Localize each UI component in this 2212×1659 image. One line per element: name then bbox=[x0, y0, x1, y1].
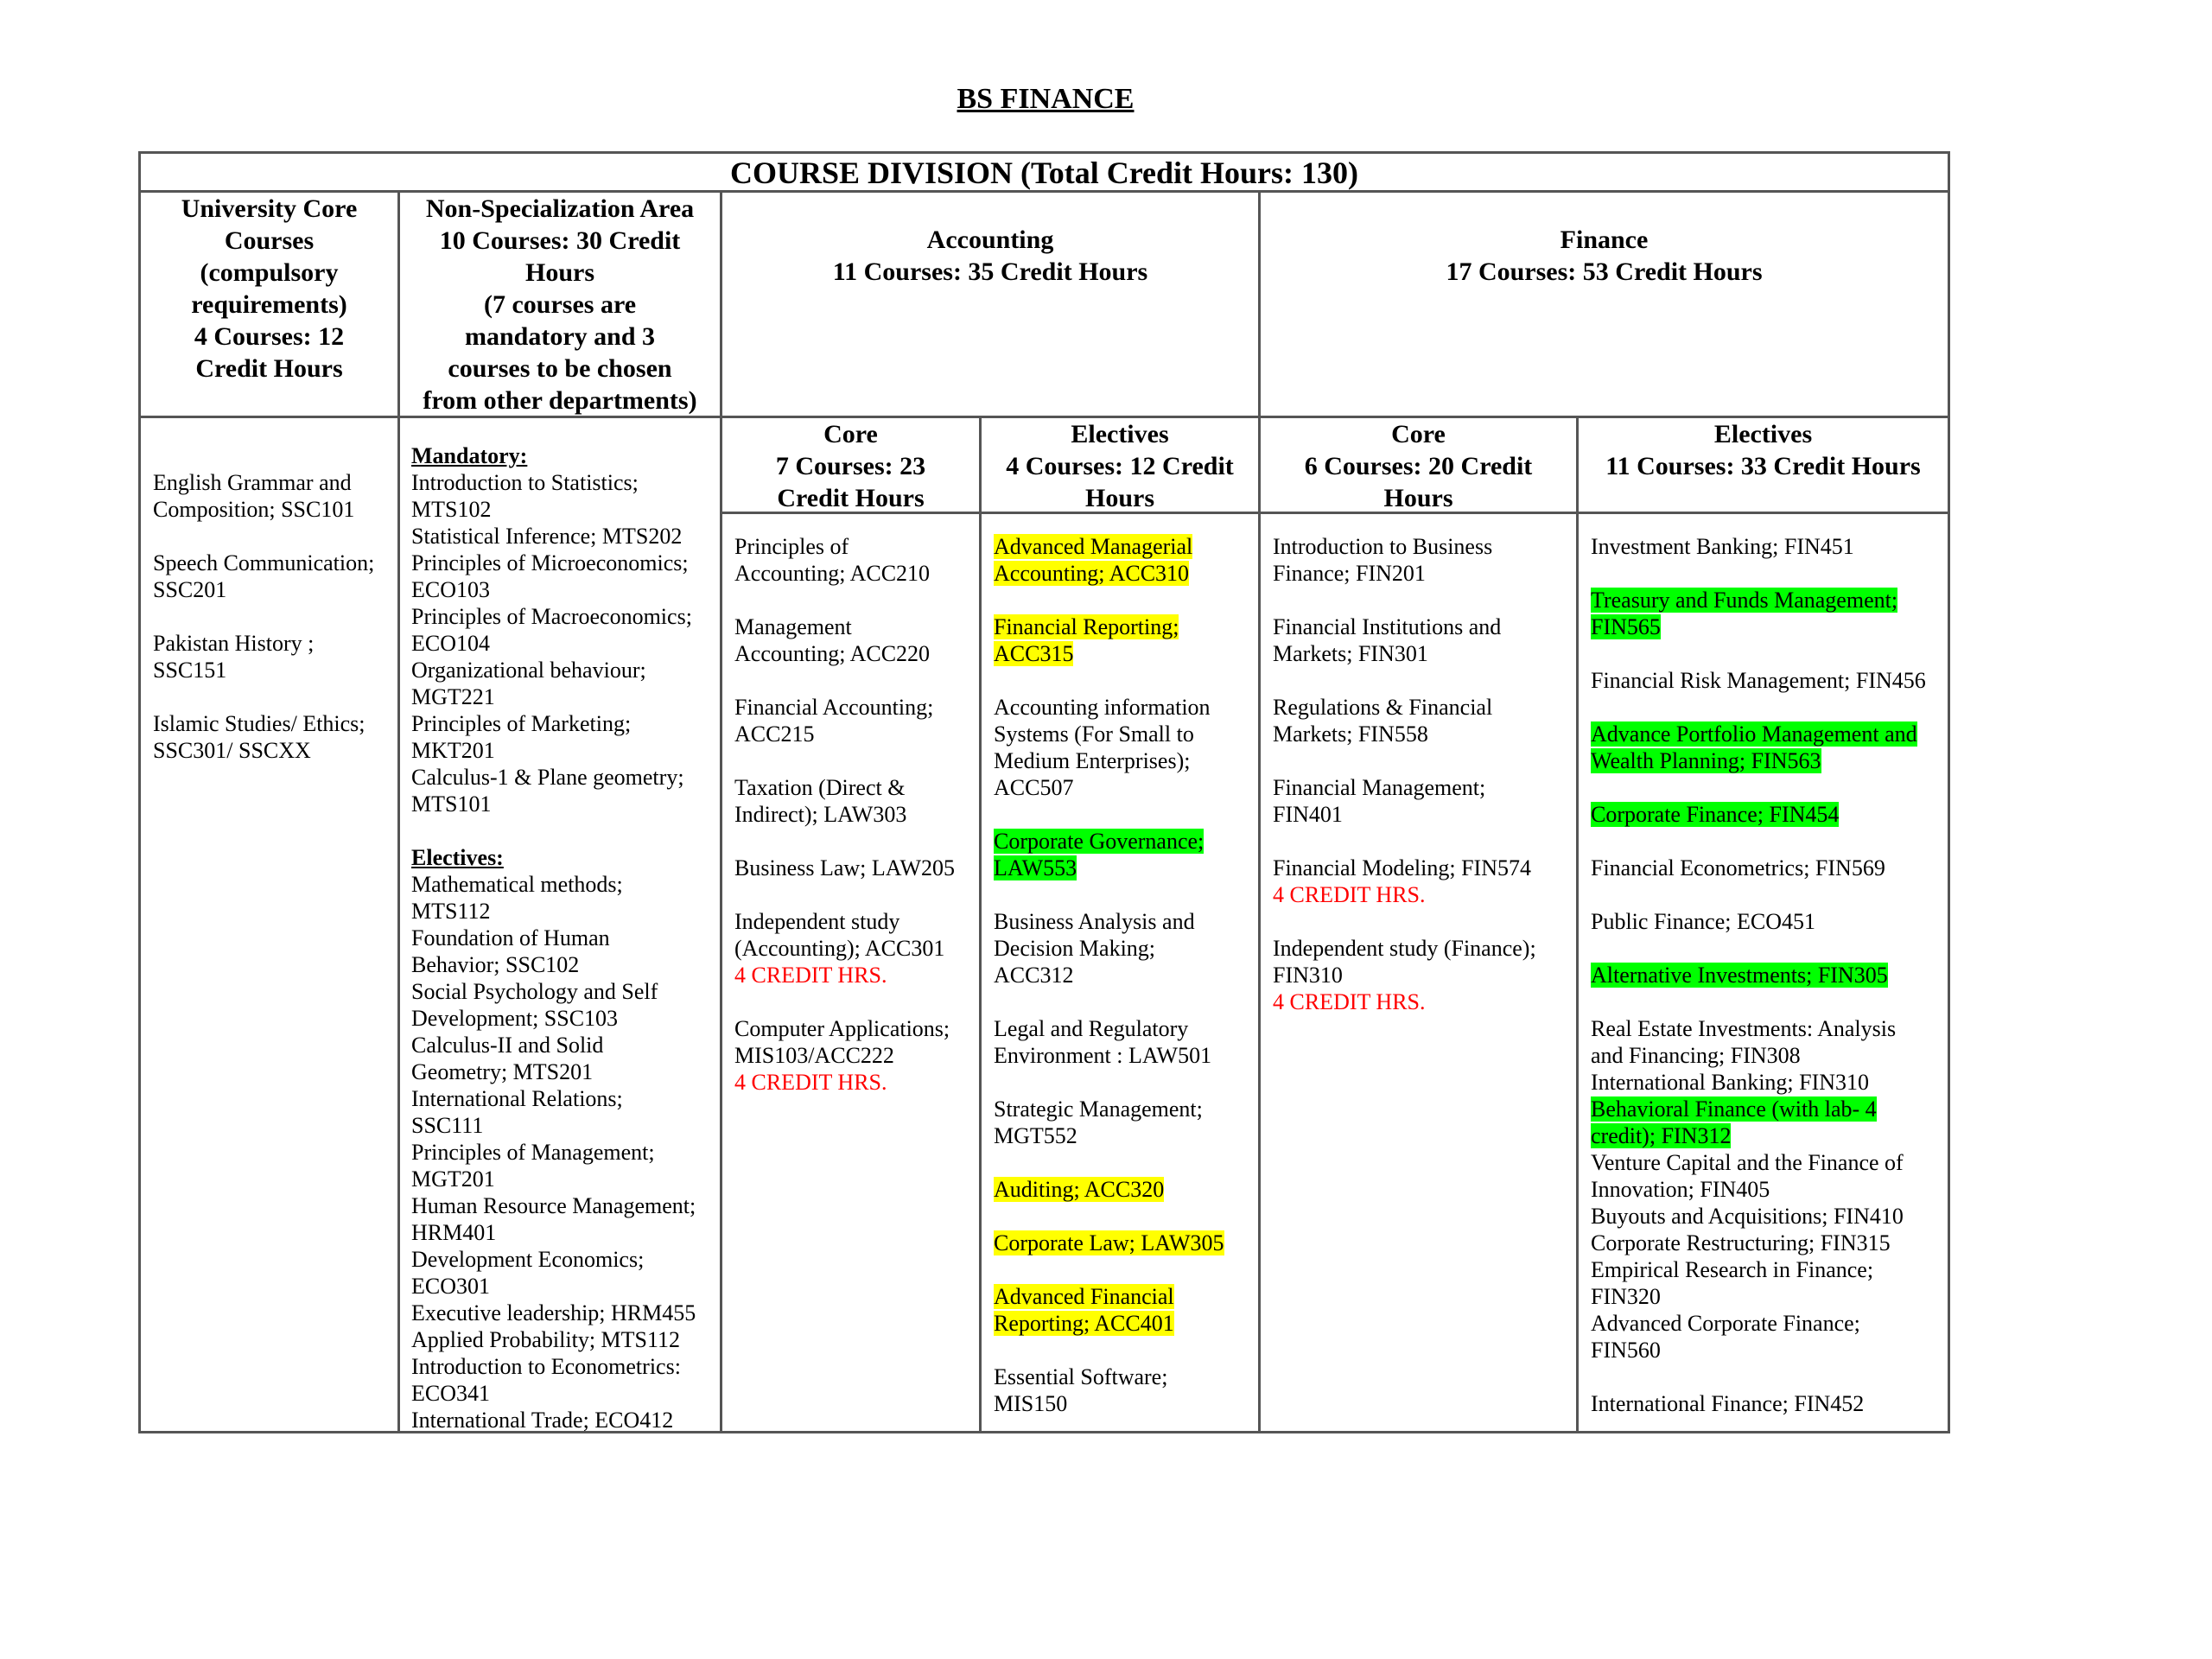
list-item: MTS101 bbox=[411, 791, 492, 817]
list-item: Environment : LAW501 bbox=[994, 1043, 1212, 1068]
list-item: Introduction to Business bbox=[1273, 534, 1493, 559]
list-item: Corporate Finance; FIN454 bbox=[1591, 802, 1840, 827]
list-item: SSC151 bbox=[153, 658, 227, 683]
list-item: FIN310 bbox=[1273, 963, 1343, 988]
list-item: Medium Enterprises); bbox=[994, 748, 1191, 773]
university-core-header: University Core Courses (compulsory requirements) 4 Courses: 12 Credit Hours bbox=[181, 194, 358, 383]
list-item: MTS102 bbox=[411, 497, 492, 522]
accounting-core-list bbox=[734, 533, 976, 1096]
list-item: Geometry; MTS201 bbox=[411, 1059, 594, 1084]
list-item: Regulations & Financial bbox=[1273, 695, 1493, 720]
list-item: FIN560 bbox=[1591, 1338, 1661, 1363]
credit-note: 4 CREDIT HRS. bbox=[734, 1070, 887, 1095]
list-item: Financial Management; bbox=[1273, 775, 1486, 800]
accounting-electives-list bbox=[994, 533, 1253, 1417]
list-item: ECO341 bbox=[411, 1381, 490, 1406]
list-item: ACC507 bbox=[994, 775, 1074, 800]
list-item: ECO103 bbox=[411, 577, 490, 602]
list-item: Markets; FIN301 bbox=[1273, 641, 1428, 666]
credit-note: 4 CREDIT HRS. bbox=[1273, 989, 1426, 1014]
list-item: Composition; SSC101 bbox=[153, 497, 355, 522]
list-item: Principles of Marketing; bbox=[411, 711, 632, 736]
list-item: Management bbox=[734, 614, 852, 639]
list-item: Principles of Management; bbox=[411, 1140, 655, 1165]
list-item: MGT221 bbox=[411, 684, 495, 709]
mandatory-label: Mandatory: bbox=[411, 443, 528, 468]
list-item: ACC312 bbox=[994, 963, 1074, 988]
list-item: Markets; FIN558 bbox=[1273, 721, 1428, 747]
list-item: Innovation; FIN405 bbox=[1591, 1177, 1770, 1202]
list-item: ACC215 bbox=[734, 721, 815, 747]
list-item: Financial Modeling; FIN574 bbox=[1273, 855, 1531, 880]
list-item: and Financing; FIN308 bbox=[1591, 1043, 1801, 1068]
list-item: Advanced Corporate Finance; bbox=[1591, 1311, 1860, 1336]
divider bbox=[1258, 190, 1261, 1431]
list-item: Wealth Planning; FIN563 bbox=[1591, 748, 1821, 773]
list-item: Advanced Financial bbox=[994, 1284, 1174, 1309]
list-item: MGT552 bbox=[994, 1123, 1077, 1148]
list-item: Applied Probability; MTS112 bbox=[411, 1327, 681, 1352]
list-item: Corporate Governance; bbox=[994, 829, 1205, 854]
list-item: Statistical Inference; MTS202 bbox=[411, 524, 683, 549]
list-item: Introduction to Statistics; bbox=[411, 470, 639, 495]
university-core-list bbox=[153, 469, 395, 764]
list-item: MKT201 bbox=[411, 738, 495, 763]
list-item: International Banking; FIN310 bbox=[1591, 1070, 1870, 1095]
list-item: (Accounting); ACC301 bbox=[734, 936, 945, 961]
list-item: Indirect); LAW303 bbox=[734, 802, 907, 827]
table-caption: COURSE DIVISION (Total Credit Hours: 130) bbox=[729, 156, 1359, 190]
list-item: International Finance; FIN452 bbox=[1591, 1391, 1865, 1416]
list-item: Financial Accounting; bbox=[734, 695, 934, 720]
list-item: credit); FIN312 bbox=[1591, 1123, 1732, 1148]
list-item: Empirical Research in Finance; bbox=[1591, 1257, 1874, 1282]
list-item: Advanced Managerial bbox=[994, 534, 1193, 559]
list-item: Real Estate Investments: Analysis bbox=[1591, 1016, 1897, 1041]
list-item: Executive leadership; HRM455 bbox=[411, 1300, 696, 1325]
finance-core-header: Core 6 Courses: 20 Credit Hours bbox=[1304, 420, 1533, 512]
divider bbox=[1576, 416, 1579, 1431]
list-item: Accounting; ACC210 bbox=[734, 561, 931, 586]
non-specialization-header: Non-Specialization Area 10 Courses: 30 Credit Hours (7 courses are mandatory and 3 courses to be chosen from other departments) bbox=[423, 194, 697, 415]
list-item: Alternative Investments; FIN305 bbox=[1591, 963, 1888, 988]
list-item: Buyouts and Acquisitions; FIN410 bbox=[1591, 1204, 1904, 1229]
list-item: Systems (For Small to bbox=[994, 721, 1194, 747]
document-title: BS FINANCE bbox=[957, 83, 1135, 115]
list-item: Business Law; LAW205 bbox=[734, 855, 955, 880]
list-item: Corporate Law; LAW305 bbox=[994, 1230, 1224, 1255]
list-item: SSC111 bbox=[411, 1113, 484, 1138]
list-item: Principles of bbox=[734, 534, 849, 559]
list-item: Auditing; ACC320 bbox=[994, 1177, 1165, 1202]
list-item: MIS103/ACC222 bbox=[734, 1043, 894, 1068]
list-item: Treasury and Funds Management; bbox=[1591, 588, 1898, 613]
list-item: Calculus-II and Solid bbox=[411, 1033, 604, 1058]
list-item: Decision Making; bbox=[994, 936, 1156, 961]
list-item: Calculus-1 & Plane geometry; bbox=[411, 765, 684, 790]
list-item: SSC301/ SSCXX bbox=[153, 738, 311, 763]
list-item: Business Analysis and bbox=[994, 909, 1195, 934]
list-item: FIN320 bbox=[1591, 1284, 1661, 1309]
list-item: Independent study (Finance); bbox=[1273, 936, 1536, 961]
list-item: Organizational behaviour; bbox=[411, 658, 646, 683]
list-item: Venture Capital and the Finance of bbox=[1591, 1150, 1904, 1175]
list-item: Corporate Restructuring; FIN315 bbox=[1591, 1230, 1891, 1255]
list-item: Investment Banking; FIN451 bbox=[1591, 534, 1854, 559]
list-item: Islamic Studies/ Ethics; bbox=[153, 711, 365, 736]
list-item: Advance Portfolio Management and bbox=[1591, 721, 1917, 747]
list-item: International Relations; bbox=[411, 1086, 623, 1111]
list-item: FIN401 bbox=[1273, 802, 1343, 827]
list-item: ECO104 bbox=[411, 631, 490, 656]
divider bbox=[720, 190, 722, 1431]
list-item: Introduction to Econometrics: bbox=[411, 1354, 681, 1379]
list-item: Taxation (Direct & bbox=[734, 775, 906, 800]
list-item: Reporting; ACC401 bbox=[994, 1311, 1174, 1336]
list-item: Financial Institutions and bbox=[1273, 614, 1502, 639]
list-item: Essential Software; bbox=[994, 1364, 1168, 1389]
list-item: Strategic Management; bbox=[994, 1096, 1203, 1122]
list-item: ACC315 bbox=[994, 641, 1074, 666]
finance-header: Finance 17 Courses: 53 Credit Hours bbox=[1446, 226, 1763, 286]
accounting-header: Accounting 11 Courses: 35 Credit Hours bbox=[832, 226, 1148, 286]
list-item: LAW553 bbox=[994, 855, 1077, 880]
list-item: Accounting; ACC220 bbox=[734, 641, 931, 666]
list-item: Human Resource Management; bbox=[411, 1193, 696, 1218]
list-item: Financial Reporting; bbox=[994, 614, 1179, 639]
list-item: Development Economics; bbox=[411, 1247, 645, 1272]
electives-label: Electives: bbox=[411, 845, 504, 870]
list-item: Principles of Microeconomics; bbox=[411, 550, 689, 575]
list-item: Finance; FIN201 bbox=[1273, 561, 1426, 586]
list-item: Speech Communication; bbox=[153, 550, 375, 575]
list-item: Development; SSC103 bbox=[411, 1006, 619, 1031]
list-item: International Trade; ECO412 bbox=[411, 1408, 674, 1433]
accounting-core-header: Core 7 Courses: 23 Credit Hours bbox=[775, 420, 926, 512]
list-item: Behavior; SSC102 bbox=[411, 952, 580, 977]
list-item: Social Psychology and Self bbox=[411, 979, 658, 1004]
list-item: Financial Econometrics; FIN569 bbox=[1591, 855, 1885, 880]
divider bbox=[979, 416, 982, 1431]
list-item: Foundation of Human bbox=[411, 925, 610, 950]
finance-electives-header: Electives 11 Courses: 33 Credit Hours bbox=[1605, 420, 1921, 480]
list-item: SSC201 bbox=[153, 577, 227, 602]
list-item: HRM401 bbox=[411, 1220, 497, 1245]
list-item: FIN565 bbox=[1591, 614, 1661, 639]
list-item: Mathematical methods; bbox=[411, 872, 623, 897]
list-item: Principles of Macroeconomics; bbox=[411, 604, 692, 629]
list-item: MGT201 bbox=[411, 1166, 495, 1192]
list-item: Accounting information bbox=[994, 695, 1211, 720]
list-item: Behavioral Finance (with lab- 4 bbox=[1591, 1096, 1877, 1122]
course-division-table bbox=[138, 151, 1950, 1433]
list-item: Public Finance; ECO451 bbox=[1591, 909, 1815, 934]
list-item: MTS112 bbox=[411, 899, 491, 924]
list-item: Independent study bbox=[734, 909, 900, 934]
list-item: Financial Risk Management; FIN456 bbox=[1591, 668, 1926, 693]
non-specialization-list bbox=[411, 442, 718, 1433]
list-item: English Grammar and bbox=[153, 470, 352, 495]
list-item: Accounting; ACC310 bbox=[994, 561, 1190, 586]
list-item: ECO301 bbox=[411, 1274, 490, 1299]
credit-note: 4 CREDIT HRS. bbox=[1273, 882, 1426, 907]
finance-electives-list bbox=[1591, 533, 1945, 1417]
list-item: MIS150 bbox=[994, 1391, 1068, 1416]
list-item: Pakistan History ; bbox=[153, 631, 315, 656]
list-item: Legal and Regulatory bbox=[994, 1016, 1189, 1041]
finance-core-list bbox=[1273, 533, 1573, 1015]
accounting-electives-header: Electives 4 Courses: 12 Credit Hours bbox=[1006, 420, 1234, 512]
credit-note: 4 CREDIT HRS. bbox=[734, 963, 887, 988]
list-item: Computer Applications; bbox=[734, 1016, 950, 1041]
